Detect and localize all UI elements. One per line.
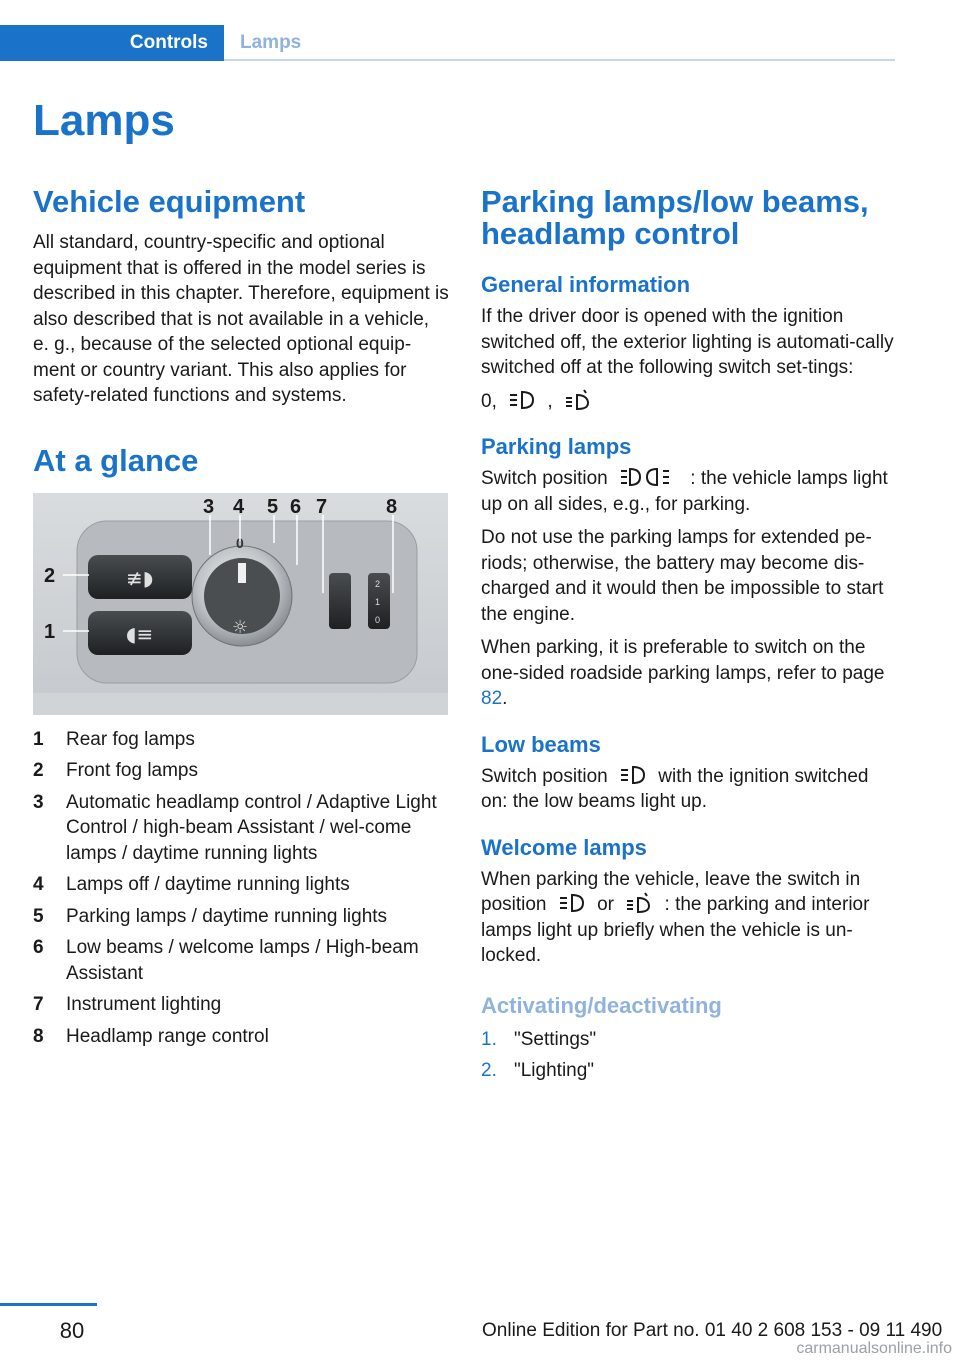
figure-label-3: 3 xyxy=(203,495,215,518)
auto-headlamp-icon xyxy=(625,892,653,914)
roller-0-label: 0 xyxy=(375,614,381,625)
list-item: 2 Front fog lamps xyxy=(33,760,198,781)
roller-1-label: 1 xyxy=(375,596,381,607)
low-beam-icon xyxy=(558,892,586,914)
edition-text: Online Edition for Part no. 01 40 2 608 153 - 09 11 490 xyxy=(482,1320,943,1341)
figure-label-5: 5 xyxy=(267,495,279,518)
parking-lamps-p1: Switch position : the vehicle lamps light up on all sides, e.g., for parking. xyxy=(481,468,888,515)
header-divider xyxy=(224,59,895,61)
rear-fog-icon: ◖≡ xyxy=(126,621,154,646)
switch-settings-line: 0, , xyxy=(481,389,899,415)
figure-label-6: 6 xyxy=(290,495,302,518)
welcome-lamps-heading: Welcome lamps xyxy=(481,834,647,860)
parking-lamps-p3: When parking, it is preferable to switch on the one-sided roadside parking lamps, refer to page 82. xyxy=(481,637,885,709)
list-item: 3 Automatic headlamp control / Adaptive Light Control / high-beam Assistant / wel-come lamps / daytime running lights xyxy=(33,791,437,864)
knob-zero-label: 0 xyxy=(236,534,244,551)
at-a-glance-heading: At a glance xyxy=(33,442,199,478)
welcome-lamps-body: When parking the vehicle, leave the switch in position or : the parking and interior lamps light up briefly when the vehicle is un-locked. xyxy=(481,868,870,966)
list-item: 2. "Lighting" xyxy=(481,1060,595,1081)
list-item: 1 Rear fog lamps xyxy=(33,728,195,750)
parking-lamps-heading: Parking lamps xyxy=(481,434,632,459)
page-number: 80 xyxy=(59,1318,85,1343)
figure-label-8: 8 xyxy=(386,495,398,518)
section-breadcrumb[interactable]: Lamps xyxy=(240,32,302,53)
footer-divider xyxy=(0,1303,97,1306)
parking-lamps-icon xyxy=(619,466,679,488)
left-column xyxy=(33,186,449,1055)
legend-list xyxy=(33,727,449,1050)
figure-label-2: 2 xyxy=(44,564,56,587)
chapter-label: Controls xyxy=(129,32,208,53)
right-column xyxy=(481,186,899,1090)
figure-label-7: 7 xyxy=(316,495,328,518)
vehicle-equipment-body: All standard, country-specific and optional equipment that is offered in the model series is described in this chapter. Therefore, equipment is also described that is not available in a vehicle, e. g., because of the selected optional equip-ment or country variant. This also applies for safety-related functions and systems. xyxy=(33,232,449,406)
auto-headlamp-icon xyxy=(564,389,592,411)
chapter-tab[interactable] xyxy=(0,25,224,61)
list-item: 4 Lamps off / daytime running lights xyxy=(33,874,350,895)
general-information-body: If the driver door is opened with the ignition switched off, the exterior lighting is automati-cally switched off at the following switch set-tings: xyxy=(481,306,894,378)
low-beams-heading: Low beams xyxy=(481,731,601,757)
page-title: Lamps xyxy=(33,96,175,145)
page-header xyxy=(0,0,895,62)
activating-steps xyxy=(481,1027,899,1084)
page-reference-link[interactable]: 82 xyxy=(481,688,503,709)
low-beam-auto-icon xyxy=(508,389,536,411)
list-item: 6 Low beams / welcome lamps / High-beam Assistant xyxy=(33,937,419,984)
list-item: 5 Parking lamps / daytime running lights xyxy=(33,905,388,927)
light-icon: ☼ xyxy=(232,616,249,638)
roller-2-label: 2 xyxy=(375,578,381,589)
parking-low-beams-heading: Parking lamps/low beams, headlamp control xyxy=(481,184,869,251)
low-beam-icon xyxy=(619,764,647,786)
figure-label-4: 4 xyxy=(233,495,245,518)
general-information-heading: General information xyxy=(481,272,691,297)
list-item: 7 Instrument lighting xyxy=(33,994,222,1015)
list-item: 8 Headlamp range control xyxy=(33,1025,269,1047)
light-switch-illustration xyxy=(33,493,448,715)
list-item: 1. "Settings" xyxy=(481,1028,597,1050)
activating-heading: Activating/deactivating xyxy=(481,992,722,1018)
vehicle-equipment-heading: Vehicle equipment xyxy=(33,184,306,219)
light-switch-figure xyxy=(33,493,448,715)
parking-lamps-p2: Do not use the parking lamps for extended pe-riods; otherwise, the battery may become dis-charged and it would then be impossible to start the engine. xyxy=(481,527,884,625)
front-fog-icon: ≢◗ xyxy=(126,565,154,590)
low-beams-body: Switch position with the ignition switched on: the low beams light up. xyxy=(481,765,869,812)
figure-label-1: 1 xyxy=(44,620,56,643)
watermark: carmanualsonline.info xyxy=(796,1340,952,1357)
